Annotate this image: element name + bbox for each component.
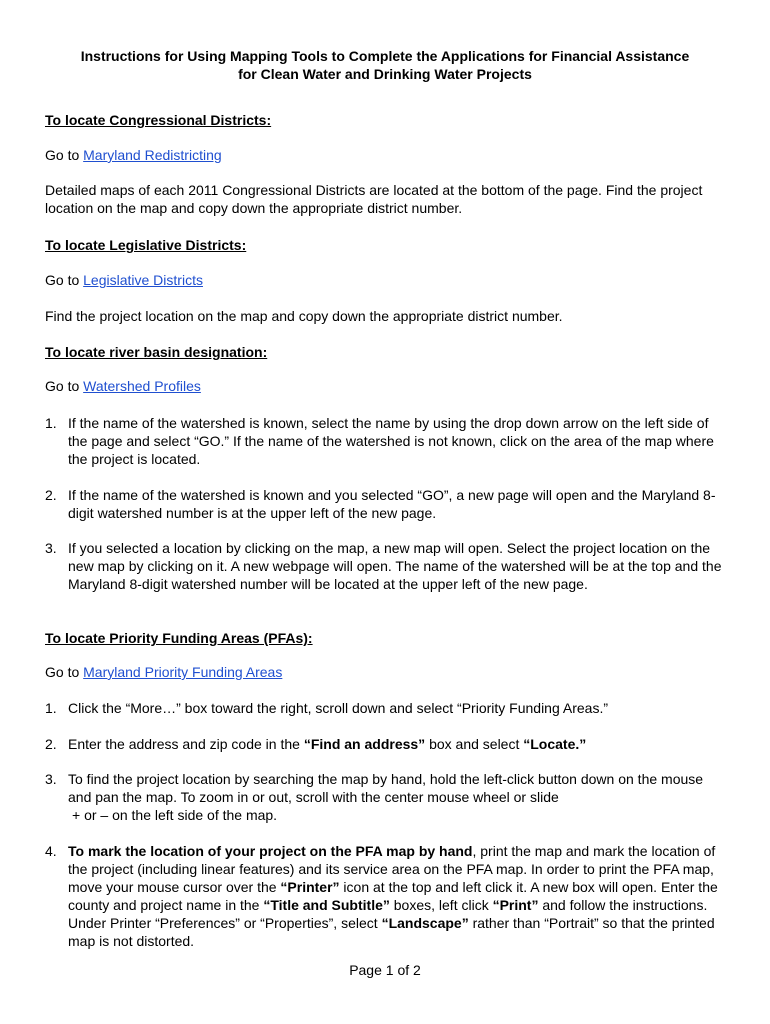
para-congressional: Detailed maps of each 2011 Congressional Districts are located at the bottom of the page. Find the project location on the map and copy down the appropriate district number. [45,182,703,216]
text-run: boxes, left click [389,897,493,913]
list-item-text [68,842,728,950]
goto-prefix: Go to [45,664,84,680]
list-item-text: If you selected a location by clicking on the map, a new map will open. Select the project location on the new map by clicking on it. A new webpage will open. The name of the watershed will be at the top and the Maryland 8-digit watershed number will be located at the upper left of the new page. [68,540,722,592]
list-item-text [68,770,728,824]
list-item-text [68,735,728,753]
bold-run: “Locate.” [523,736,587,752]
text-run: + or – on the left side of the map. [72,807,278,823]
list-item-number: 1. [45,415,57,431]
title-line-1: Instructions for Using Mapping Tools to Complete the Applications for Financial Assistance [80,48,690,64]
text-run: box and select [425,736,524,752]
link-maryland-redistricting[interactable]: Maryland Redistricting [83,147,222,163]
goto-prefix: Go to [45,147,84,163]
goto-congressional [45,146,735,164]
heading-river-basin: To locate river basin designation: [45,344,268,360]
link-watershed-profiles[interactable]: Watershed Profiles [83,378,201,394]
list-item-number: 3. [45,771,57,787]
goto-pfa [45,663,735,681]
bold-run: “Print” [492,897,539,913]
bold-run: “Landscape” [381,915,469,931]
bold-run: “Find an address” [303,736,426,752]
title-line-2: for Clean Water and Drinking Water Projects [238,66,532,82]
heading-congressional: To locate Congressional Districts: [45,112,272,128]
link-legislative-districts[interactable]: Legislative Districts [83,272,203,288]
goto-prefix: Go to [45,378,84,394]
page-number: Page 1 of 2 [349,962,421,978]
list-item-number: 2. [45,736,57,752]
text-run: icon at the top and left click it. A new box will open. Enter the county and project name in the [68,879,718,913]
list-item-number: 4. [45,843,57,859]
bold-run: To mark the location of your project on the PFA map by hand [68,843,473,859]
text-run: and follow the instructions. Under Printer “Preferences” or “Properties”, select [68,897,708,931]
text-run: To find the project location by searching the map by hand, hold the left-click button down on the mouse and pan the map. To zoom in or out, scroll with the center mouse wheel or slide [68,771,704,805]
link-maryland-priority-funding-areas[interactable]: Maryland Priority Funding Areas [83,664,283,680]
goto-river-basin [45,377,735,395]
bold-run: “Printer” [280,879,340,895]
list-item-text: If the name of the watershed is known, select the name by using the drop down arrow on the left side of the page and select “GO.” If the name of the watershed is not known, click on the area of the map where the project is located. [68,415,714,467]
heading-legislative: To locate Legislative Districts: [45,237,247,253]
goto-prefix: Go to [45,272,84,288]
para-legislative: Find the project location on the map and copy down the appropriate district number. [45,308,563,324]
list-item-text: If the name of the watershed is known and you selected “GO”, a new page will open and the Maryland 8-digit watershed number is at the upper left of the new page. [68,487,716,521]
document-title [40,47,730,83]
text-run: Enter the address and zip code in the [68,736,304,752]
list-item-number: 1. [45,700,57,716]
list-item-text: Click the “More…” box toward the right, scroll down and select “Priority Funding Areas.” [68,700,608,716]
list-item-number: 3. [45,540,57,556]
list-item-number: 2. [45,487,57,503]
text-run: , print the map and mark the location of the project (including linear features) and its service area on the PFA map. In order to print the PFA map, move your mouse cursor over the [68,843,716,895]
bold-run: “Title and Subtitle” [263,897,390,913]
goto-legislative [45,271,735,289]
text-run: rather than “Portrait” so that the printed map is not distorted. [68,915,715,949]
heading-pfa: To locate Priority Funding Areas (PFAs): [45,630,313,646]
